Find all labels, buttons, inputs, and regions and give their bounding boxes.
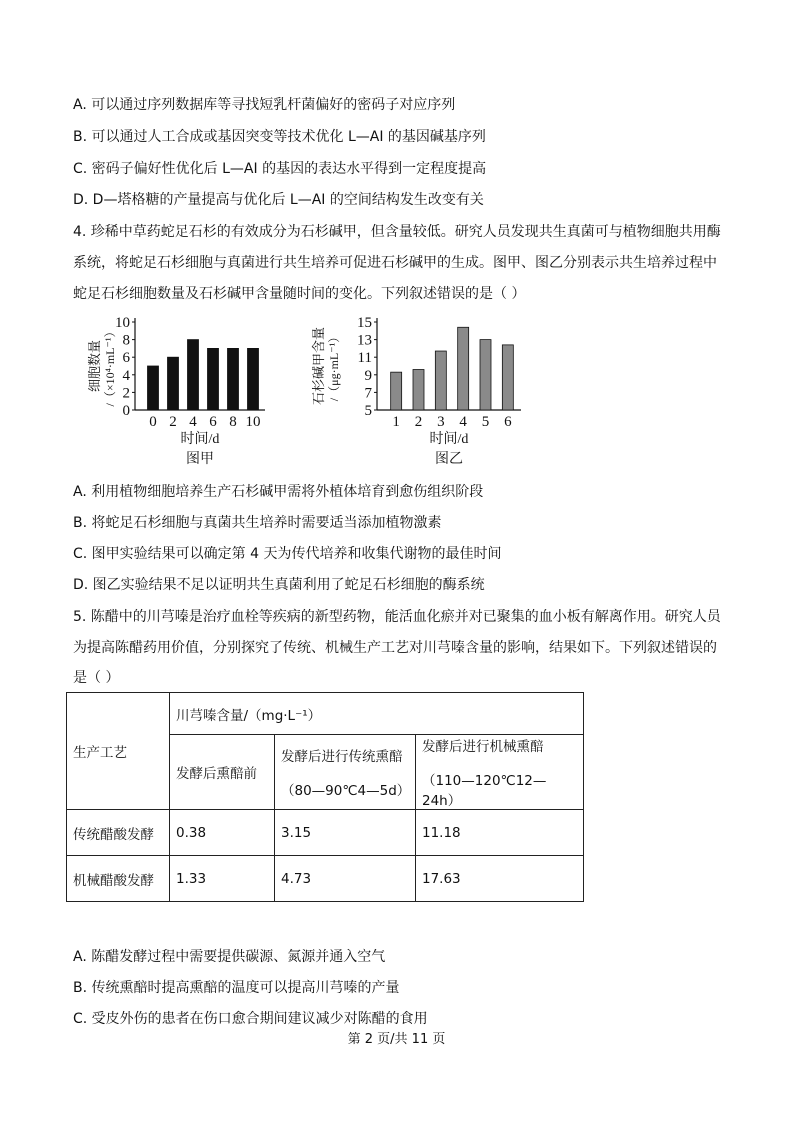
bar bbox=[228, 348, 239, 410]
x-tick-label: 1 bbox=[392, 414, 400, 430]
bar bbox=[248, 348, 259, 410]
bar bbox=[168, 357, 179, 410]
col-2-note: （80—90℃4—5d） bbox=[281, 783, 411, 799]
q4-stem-line-2: 系统，将蛇足石杉细胞与真菌进行共生培养可促进石杉碱甲的生成。图甲、图乙分别表示共生培养过程中 bbox=[73, 255, 717, 271]
chart-title: 图乙 bbox=[435, 452, 463, 467]
q5-stem-line-1: 5. 陈醋中的川芎嗪是治疗血栓等疾病的新型药物，能活血化瘀并对已聚集的血小板有解离作用。研究人员 bbox=[73, 609, 721, 625]
x-tick-label: 6 bbox=[209, 414, 217, 430]
bar bbox=[435, 351, 446, 410]
q5-option-b: B. 传统熏醅时提高熏醅的温度可以提高川芎嗪的产量 bbox=[73, 980, 400, 996]
bar bbox=[502, 345, 513, 410]
x-tick-label: 5 bbox=[481, 414, 490, 430]
y-tick-label: 11 bbox=[357, 350, 372, 367]
q5-option-c: C. 受皮外伤的患者在伤口愈合期间建议减少对陈醋的食用 bbox=[73, 1011, 428, 1027]
q3-option-b: B. 可以通过人工合成或基因突变等技术优化 L—AI 的基因碱基序列 bbox=[73, 129, 486, 145]
bar bbox=[413, 370, 424, 410]
y-axis-label-line1: 石杉碱甲含量 bbox=[311, 326, 326, 406]
col-3-note: （110—120℃12—24h） bbox=[422, 773, 547, 809]
q5-stem-line-2: 为提高陈醋药用价值，分别探究了传统、机械生产工艺对川芎嗪含量的影响，结果如下。下列叙述错误的 bbox=[73, 640, 717, 656]
y-axis-label-line1: 细胞数量 bbox=[87, 339, 102, 393]
y-tick-label: 0 bbox=[122, 403, 130, 419]
table-corner: 生产工艺 bbox=[67, 693, 170, 810]
col-3-label: 发酵后进行机械熏醅 bbox=[422, 739, 544, 755]
table-cell: 0.38 bbox=[170, 810, 275, 856]
x-axis-label: 时间/d bbox=[429, 432, 469, 447]
x-tick-label: 4 bbox=[459, 414, 467, 430]
q3-option-c: C. 密码子偏好性优化后 L—AI 的基因的表达水平得到一定程度提高 bbox=[73, 161, 487, 177]
q4-option-d: D. 图乙实验结果不足以证明共生真菌利用了蛇足石杉细胞的酶系统 bbox=[73, 577, 485, 593]
y-tick-label: 6 bbox=[122, 350, 130, 367]
y-tick-label: 7 bbox=[364, 385, 372, 402]
x-tick-label: 8 bbox=[229, 414, 237, 430]
table-cell: 4.73 bbox=[275, 856, 416, 902]
col-1-label: 发酵后熏醅前 bbox=[176, 766, 257, 782]
table-row-label: 机械醋酸发酵 bbox=[67, 856, 170, 902]
y-tick-label: 13 bbox=[357, 332, 372, 349]
q4-option-c: C. 图甲实验结果可以确定第 4 天为传代培养和收集代谢物的最佳时间 bbox=[73, 546, 502, 562]
q3-option-d: D. D—塔格糖的产量提高与优化后 L—AI 的空间结构发生改变有关 bbox=[73, 192, 484, 208]
y-tick-label: 8 bbox=[122, 332, 130, 349]
x-tick-label: 2 bbox=[414, 414, 423, 430]
q4-option-a: A. 利用植物细胞培养生产石杉碱甲需将外植体培育到愈伤组织阶段 bbox=[73, 484, 484, 500]
table-cell: 17.63 bbox=[416, 856, 584, 902]
table-cell: 1.33 bbox=[170, 856, 275, 902]
y-axis-label-line2: /（×10⁴·mL⁻¹） bbox=[103, 325, 117, 407]
table-col-1 bbox=[170, 735, 275, 810]
x-tick-label: 2 bbox=[169, 414, 177, 430]
bar bbox=[188, 340, 199, 410]
col-2-label: 发酵后进行传统熏醅 bbox=[281, 749, 403, 765]
y-tick-label: 5 bbox=[364, 403, 372, 419]
production-table bbox=[66, 692, 584, 902]
q5-option-a: A. 陈醋发酵过程中需要提供碳源、氮源并通入空气 bbox=[73, 949, 386, 965]
q4-option-b: B. 将蛇足石杉细胞与真菌共生培养时需要适当添加植物激素 bbox=[73, 515, 442, 531]
q4-stem-line-3: 蛇足石杉细胞数量及石杉碱甲含量随时间的变化。下列叙述错误的是（ ） bbox=[73, 286, 526, 302]
table-row-label: 传统醋酸发酵 bbox=[67, 810, 170, 856]
chart-figure-jia bbox=[85, 312, 275, 472]
table-cell: 11.18 bbox=[416, 810, 584, 856]
chart-title: 图甲 bbox=[186, 452, 214, 467]
x-tick-label: 0 bbox=[149, 414, 157, 430]
bar bbox=[391, 372, 402, 410]
table-cell: 3.15 bbox=[275, 810, 416, 856]
y-tick-label: 10 bbox=[115, 315, 130, 331]
y-tick-label: 15 bbox=[357, 315, 372, 331]
y-tick-label: 9 bbox=[364, 367, 372, 384]
page-footer: 第 2 页/共 11 页 bbox=[347, 1032, 446, 1047]
y-tick-label: 4 bbox=[122, 367, 130, 384]
x-tick-label: 3 bbox=[437, 414, 445, 430]
y-axis-label-line2: /（μg·mL⁻¹） bbox=[327, 330, 341, 402]
bar bbox=[458, 327, 469, 410]
table-col-3 bbox=[416, 735, 584, 810]
q3-option-a: A. 可以通过序列数据库等寻找短乳杆菌偏好的密码子对应序列 bbox=[73, 97, 456, 113]
x-tick-label: 6 bbox=[504, 414, 512, 430]
bar bbox=[148, 366, 159, 410]
bar bbox=[480, 340, 491, 410]
x-tick-label: 10 bbox=[245, 414, 261, 430]
x-tick-label: 4 bbox=[189, 414, 197, 430]
chart-figure-yi bbox=[305, 312, 535, 472]
x-axis-label: 时间/d bbox=[180, 432, 220, 447]
table-group-header: 川芎嗪含量/（mg·L⁻¹） bbox=[170, 693, 584, 735]
q4-stem-line-1: 4. 珍稀中草药蛇足石杉的有效成分为石杉碱甲，但含量较低。研究人员发现共生真菌可与植物细胞共用酶 bbox=[73, 224, 721, 240]
y-tick-label: 2 bbox=[122, 385, 130, 402]
bar bbox=[208, 348, 219, 410]
q5-stem-line-3: 是（ ） bbox=[73, 670, 120, 686]
table-col-2 bbox=[275, 735, 416, 810]
